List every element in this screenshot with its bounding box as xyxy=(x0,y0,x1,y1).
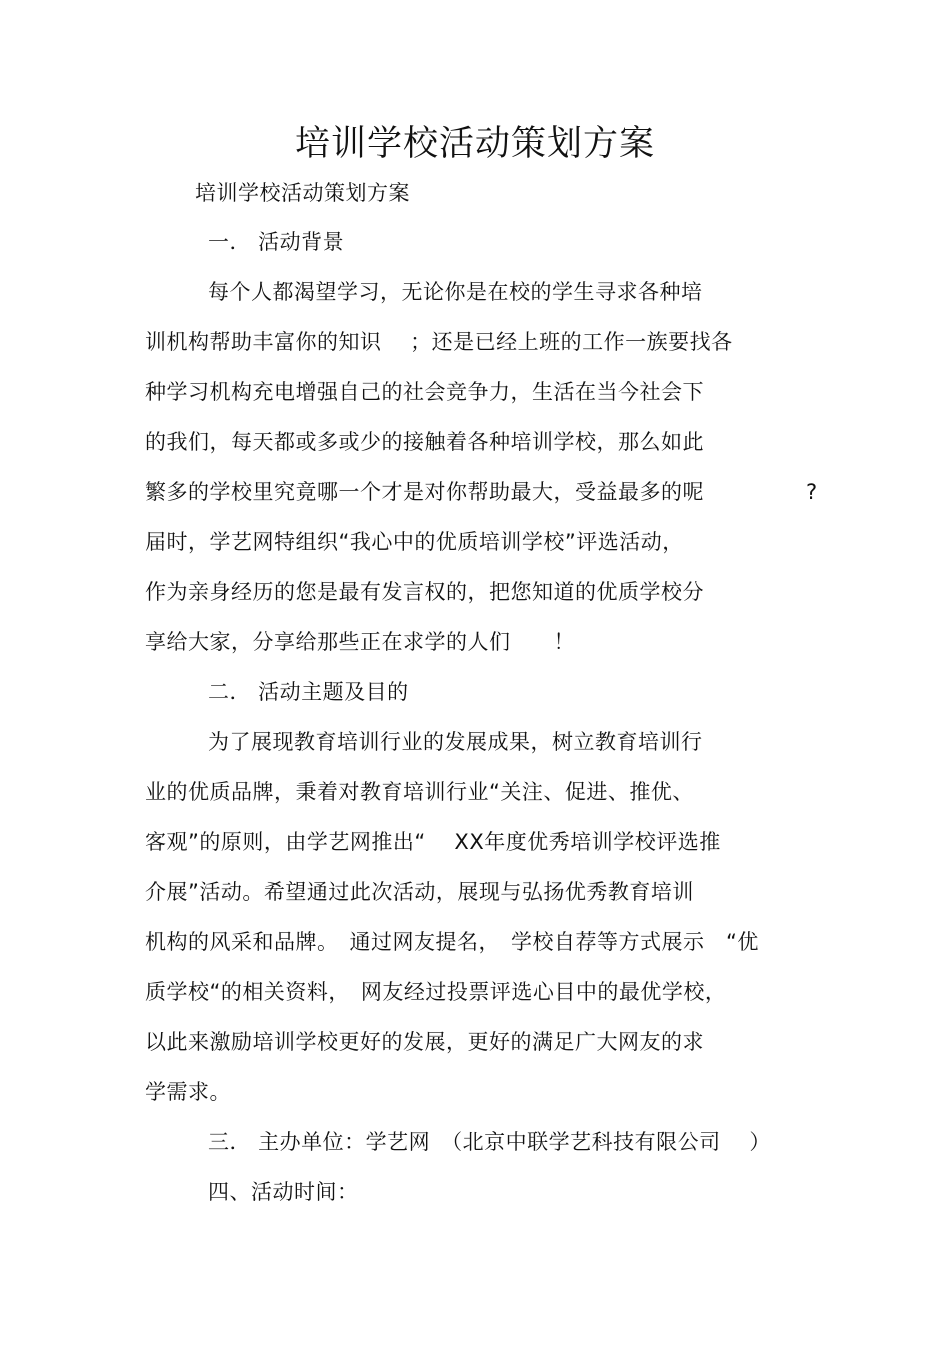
document-title: 培训学校活动策划方案 xyxy=(294,124,655,164)
paragraph-line: 种学习机构充电增强自己的社会竞争力，生活在当今社会下 xyxy=(145,380,704,404)
paragraph-line: 的我们，每天都或多或少的接触着各种培训学校，那么如此 xyxy=(145,430,704,454)
question-mark: ? xyxy=(806,480,818,504)
paragraph-line: 学需求。 xyxy=(145,1080,231,1104)
paragraph-line: 以此来激励培训学校更好的发展，更好的满足广大网友的求 xyxy=(145,1030,704,1054)
paragraph-line: 客观”的原则，由学艺网推出“ XX年度优秀培训学校评选推 xyxy=(145,830,721,854)
paragraph-line: 作为亲身经历的您是最有发言权的，把您知道的优质学校分 xyxy=(145,580,704,604)
paragraph-line: 届时，学艺网特组织“我心中的优质培训学校”评选活动， xyxy=(145,530,684,554)
document-subtitle: 培训学校活动策划方案 xyxy=(195,181,410,205)
section-heading-time: 四、活动时间： xyxy=(208,1180,359,1204)
paragraph-line: 介展”活动。希望通过此次活动，展现与弘扬优秀教育培训 xyxy=(145,880,694,904)
paragraph-line: 为了展现教育培训行业的发展成果，树立教育培训行 xyxy=(208,730,703,754)
paragraph-line: 质学校“的相关资料， 网友经过投票评选心目中的最优学校， xyxy=(145,980,727,1004)
paragraph-line: 享给大家，分享给那些正在求学的人们 ！ xyxy=(145,630,575,654)
paragraph-line: 机构的风采和品牌。 通过网友提名， 学校自荐等方式展示 “优 xyxy=(145,930,759,954)
section-heading-organizer: 三． 主办单位：学艺网 （北京中联学艺科技有限公司 ） xyxy=(208,1130,771,1154)
paragraph-line: 训机构帮助丰富你的知识 ；还是已经上班的工作一族要找各 xyxy=(145,330,733,354)
paragraph-line: 业的优质品牌，秉着对教育培训行业“关注、促进、推优、 xyxy=(145,780,694,804)
paragraph-line: 繁多的学校里究竟哪一个才是对你帮助最大，受益最多的呢 xyxy=(145,480,704,504)
paragraph-line: 每个人都渴望学习，无论你是在校的学生寻求各种培 xyxy=(208,280,703,304)
section-heading-theme: 二． 活动主题及目的 xyxy=(208,680,409,704)
section-heading-background: 一． 活动背景 xyxy=(208,230,345,254)
